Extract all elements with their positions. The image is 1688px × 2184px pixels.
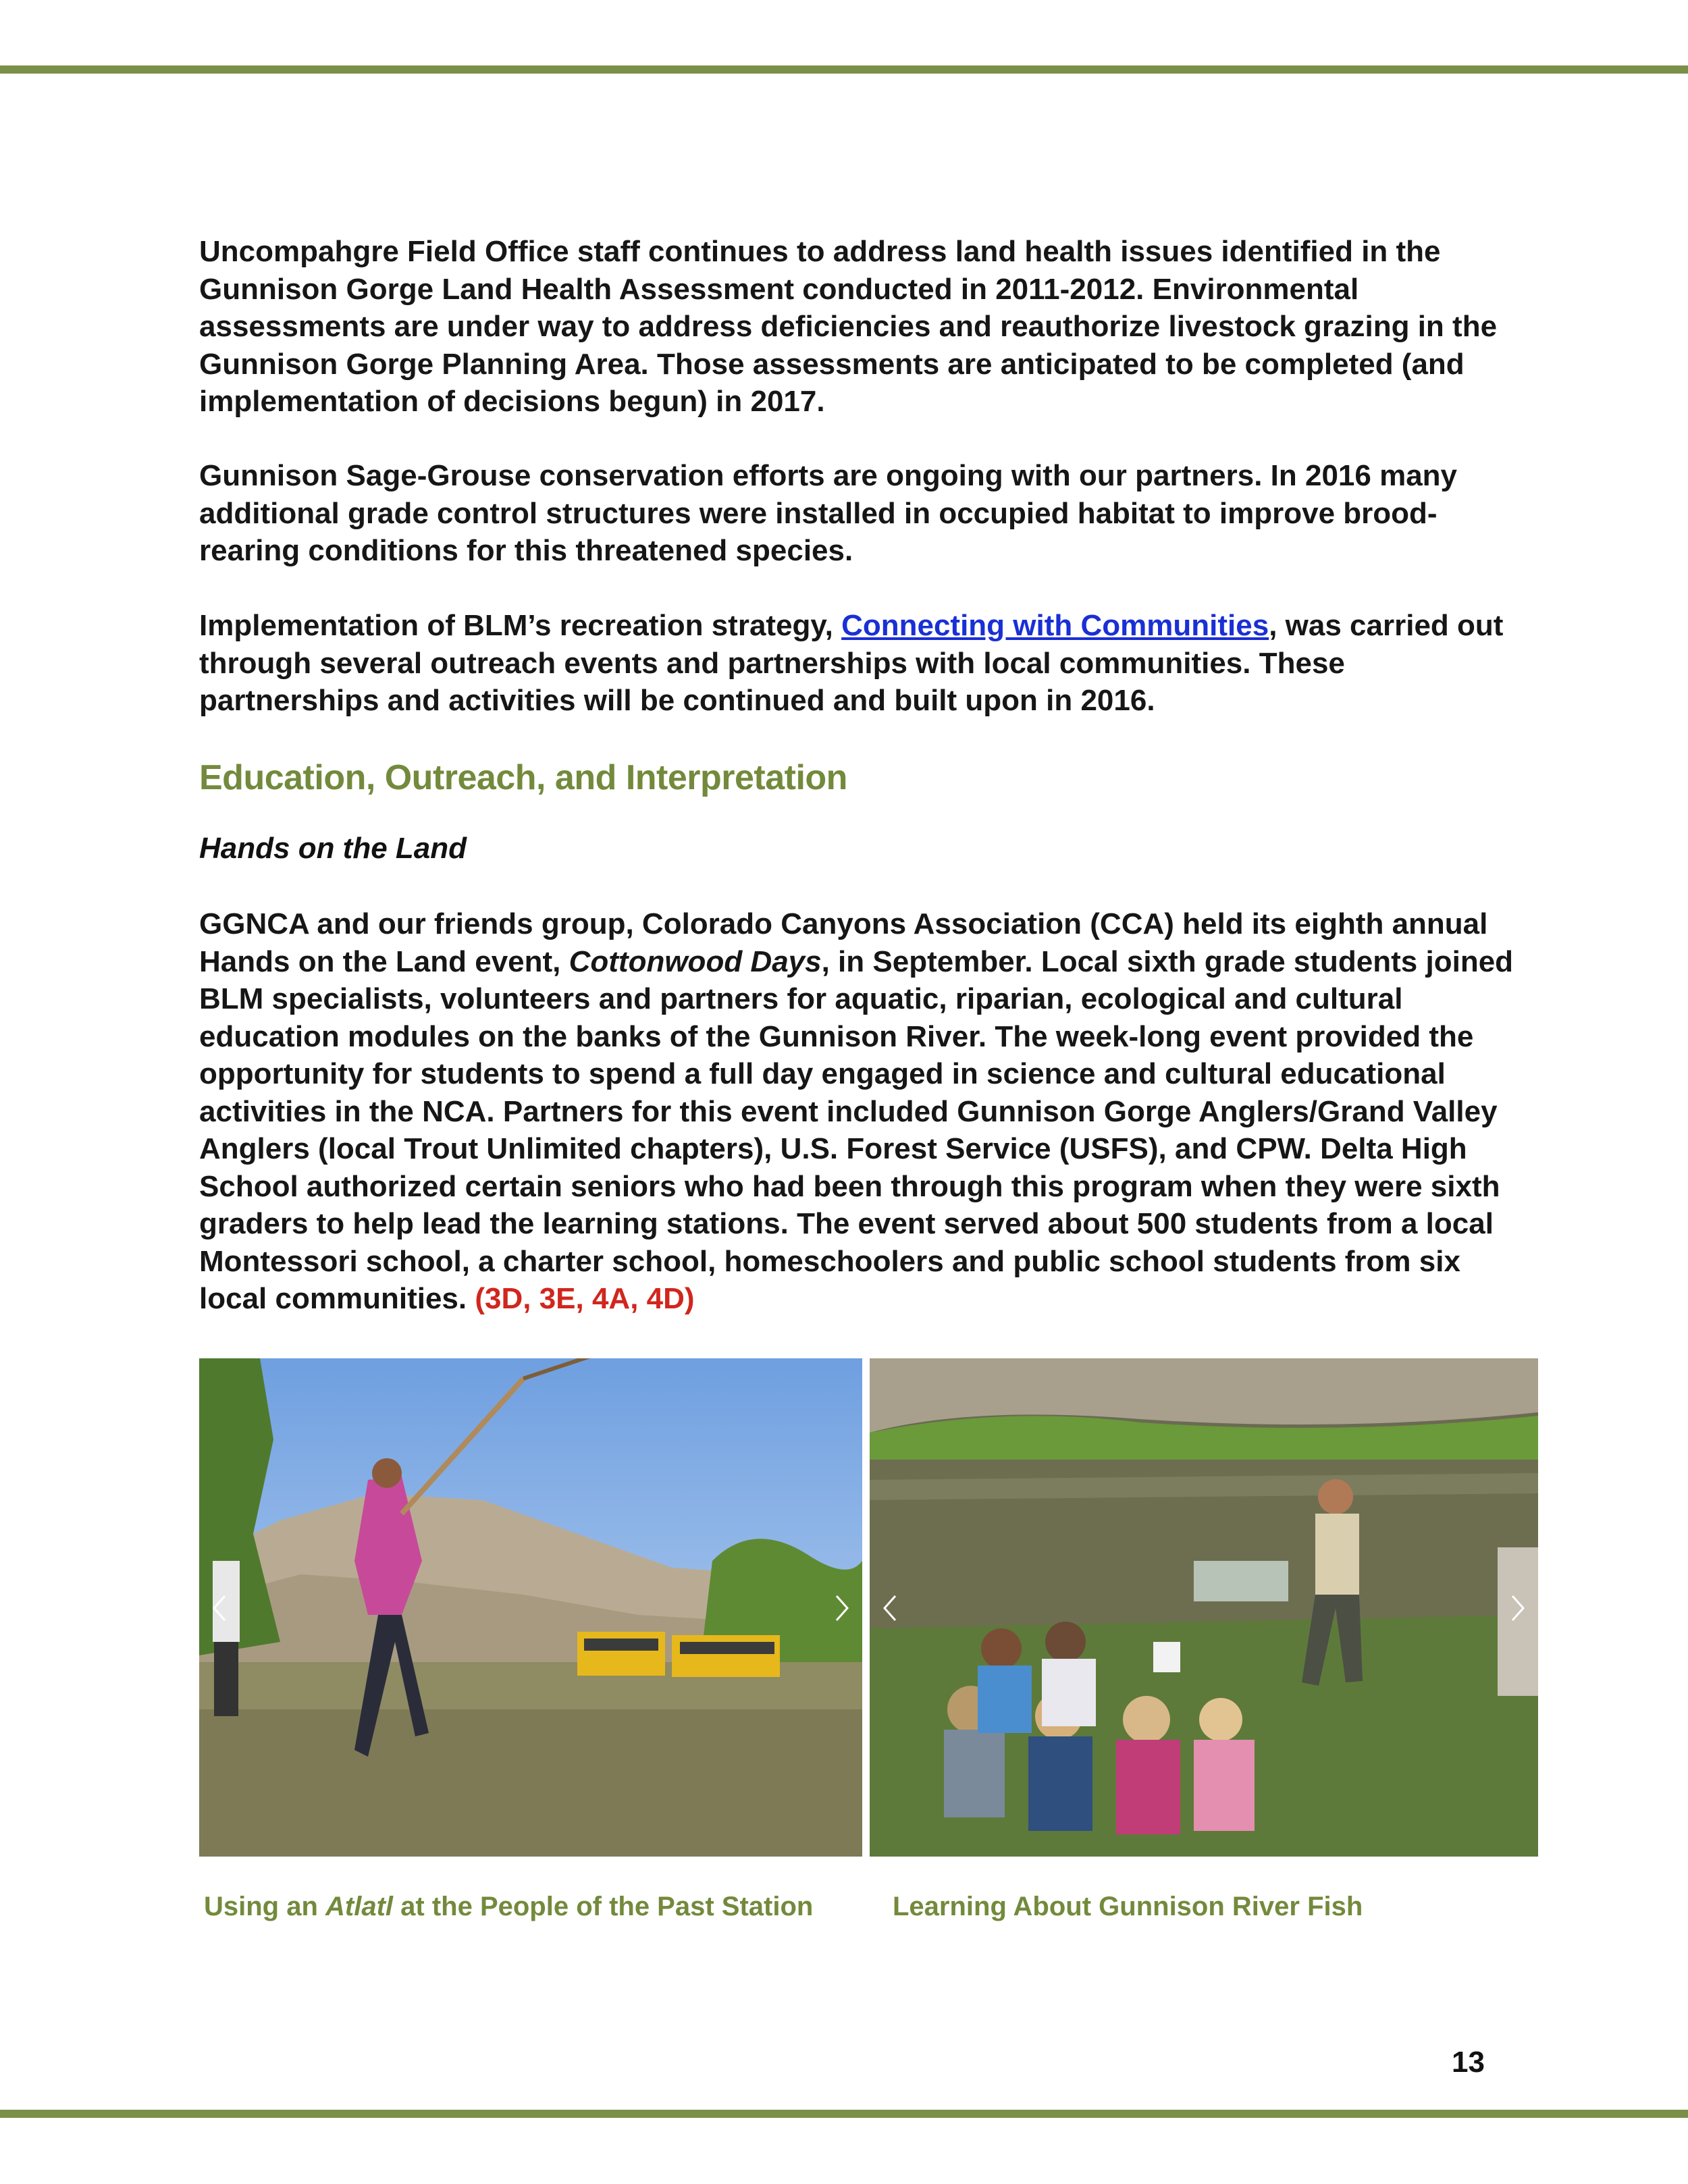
chevron-left-icon[interactable]: [206, 1588, 233, 1628]
paragraph-text: , was carried out through several outreach events and partnerships with local communities. These partnerships and activities will be continued and built upon in 2016.: [199, 609, 1504, 717]
paragraph-land-health: [199, 233, 1516, 421]
section-heading: Education, Outreach, and Interpretation: [199, 758, 847, 797]
chevron-right-icon[interactable]: [828, 1588, 855, 1628]
photo-river-fish-image: [870, 1358, 1538, 1857]
paragraph-text: GGNCA and our friends group, Colorado Canyons Association (CCA) held its eighth annual Hands on the Land event,: [199, 907, 1488, 978]
caption-atlatl: [204, 1892, 813, 1922]
event-name-italic: Cottonwood Days: [569, 944, 822, 978]
chevron-left-icon[interactable]: [876, 1588, 903, 1628]
page-number: 13: [1452, 2046, 1485, 2079]
paragraph-text: Implementation of BLM’s recreation strategy,: [199, 609, 842, 642]
photo-river-fish: [870, 1358, 1538, 1857]
caption-italic: Atlatl: [325, 1892, 394, 1921]
chevron-right-icon[interactable]: [1504, 1588, 1531, 1628]
photo-atlatl-station: [199, 1358, 862, 1857]
bottom-rule: [0, 2110, 1688, 2118]
caption-text: Using an: [204, 1892, 326, 1921]
goal-reference: (3D, 3E, 4A, 4D): [475, 1282, 695, 1315]
caption-text: at the People of the Past Station: [393, 1892, 814, 1921]
caption-river-fish: Learning About Gunnison River Fish: [893, 1892, 1363, 1921]
connecting-with-communities-link[interactable]: Connecting with Communities: [841, 609, 1269, 642]
paragraph-hands-on-the-land: [199, 905, 1516, 1318]
paragraph-text: Uncompahgre Field Office staff continues to address land health issues identified in the Gunnison Gorge Land Health Assessment conducted in 2011-2012. Environmental assessments are under way to address deficiencies and reauthorize livestock grazing in the Gunnison Gorge Planning Area. Those assessments are anticipated to be completed (and implementation of decisions begun) in 2017.: [199, 235, 1498, 418]
top-rule: [0, 65, 1688, 74]
paragraph-sage-grouse: [199, 457, 1516, 570]
paragraph-text: Gunnison Sage-Grouse conservation efforts are ongoing with our partners. In 2016 many additional grade control structures were installed in occupied habitat to improve brood-rearing conditions for this threatened species.: [199, 459, 1458, 567]
paragraph-recreation-strategy: [199, 607, 1516, 720]
subheading: Hands on the Land: [199, 832, 467, 865]
photo-atlatl-image: [199, 1358, 862, 1857]
paragraph-text: , in September. Local sixth grade students joined BLM specialists, volunteers and partners for aquatic, riparian, ecological and cultural education modules on the banks of the Gunnison River. The week-long event provided the opportunity for students to spend a full day engaged in science and cultural educational activities in the NCA. Partners for this event included Gunnison Gorge Anglers/Grand Valley Anglers (local Trout Unlimited chapters), U.S. Forest Service (USFS), and CPW. Delta High School authorized certain seniors who had been through this program when they were sixth graders to help lead the learning stations. The event served about 500 students from a local Montessori school, a charter school, homeschoolers and public school students from six local communities.: [199, 944, 1514, 1315]
